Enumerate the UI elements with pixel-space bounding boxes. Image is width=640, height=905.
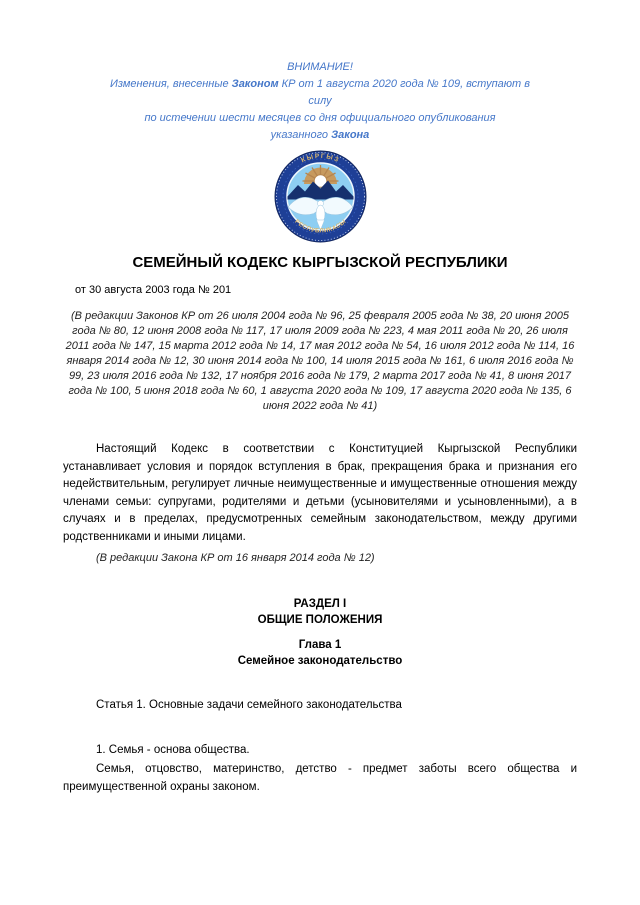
notice-bold-law: Законом xyxy=(231,78,279,90)
adoption-date: от 30 августа 2003 года № 201 xyxy=(75,284,232,296)
notice-text: КР от 1 августа 2020 года № 109, вступают в xyxy=(278,78,531,90)
section-label: РАЗДЕЛ I xyxy=(293,598,347,610)
notice-line-force: силу xyxy=(308,95,332,107)
section-heading xyxy=(63,596,577,628)
amendments-note: (В редакции Законов КР от 26 июля 2004 года № 96, 25 февраля 2005 года № 38, 20 июня 2005 года № 80, 12 июня 2008 года № 117, 17 июля 2009 года № 223, 4 мая 2011 года № 20, 26 июля 2011 года № 147, 15 марта 2012 года № 14, 17 мая 2012 года № 54, 16 июля 2012 года № 114, 16 января 2014 года № 12, 30 июня 2014 года № 100, 14 июля 2015 года № 161, 6 июля 2016 года № 99, 23 июля 2016 года № 132, 17 ноября 2016 года № 179, 2 марта 2017 года № 41, 8 июня 2017 года № 100, 5 июня 2018 года № 60, 1 августа 2020 года № 109, 17 августа 2020 года № 135, 6 июня 2022 года № 41) xyxy=(65,310,575,412)
emblem-ring-bottom-text: РЕСПУБЛИКАСЫ xyxy=(292,218,348,235)
chapter-title: Семейное законодательство xyxy=(237,655,403,667)
notice-line-publication: по истечении шести месяцев со дня официального опубликования xyxy=(144,112,496,124)
document-body xyxy=(63,0,577,796)
preamble-paragraph: Настоящий Кодекс в соответствии с Конституцией Кыргызской Республики устанавливает условия и порядок вступления в брак, прекращения брака и признания его недействительным, регулирует личные неимущественные и имущественные отношения между членами семьи: супругами, родителями и детьми (усыновителями и усыновленными), а в случаях и в пределах, предусмотренных семейным законодательством, между другими родственниками и иными лицами. xyxy=(63,443,577,543)
article-title: Статья 1. Основные задачи семейного законодательства xyxy=(96,699,402,711)
chapter-label: Глава 1 xyxy=(298,639,342,651)
chapter-heading xyxy=(63,637,577,669)
revision-note: (В редакции Закона КР от 16 января 2014 года № 12) xyxy=(96,552,375,564)
notice-line-changes xyxy=(63,76,577,93)
notice-text: Изменения, внесенные xyxy=(109,78,232,90)
clause-number-line: 1. Семья - основа общества. xyxy=(96,744,250,756)
document-title: СЕМЕЙНЫЙ КОДЕКС КЫРГЫЗСКОЙ РЕСПУБЛИКИ xyxy=(132,254,508,271)
notice-bold-law: Закона xyxy=(331,129,370,141)
clause-text: Семья, отцовство, материнство, детство - предмет заботы всего общества и преимущественной охраны законом. xyxy=(63,763,577,793)
emblem-ring-top-text: КЫРГЫЗ xyxy=(299,152,341,165)
notice-block xyxy=(63,0,577,144)
kyrgyz-republic-emblem-icon xyxy=(274,150,367,243)
section-title: ОБЩИЕ ПОЛОЖЕНИЯ xyxy=(257,614,383,626)
emblem-container xyxy=(63,150,577,243)
notice-text: указанного xyxy=(270,129,332,141)
notice-line-specified-law xyxy=(63,127,577,144)
notice-line-attention: ВНИМАНИЕ! xyxy=(287,61,353,73)
